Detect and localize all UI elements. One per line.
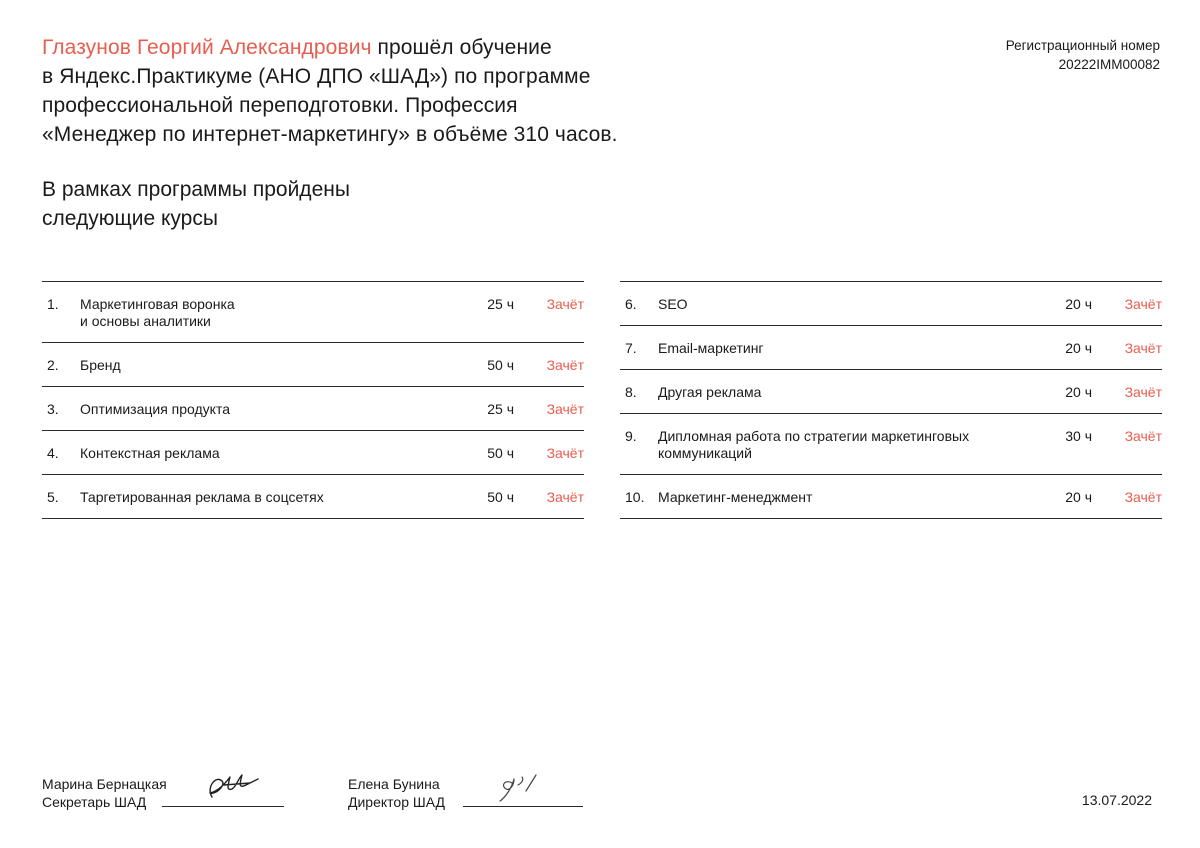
courses-heading-line-1: В рамках программы пройдены	[42, 178, 350, 201]
course-hours: 20 ч	[1065, 489, 1092, 505]
course-row	[42, 431, 584, 475]
signature-line	[162, 806, 284, 807]
registration-number: 20222IMM00082	[1058, 57, 1160, 72]
course-row	[42, 343, 584, 387]
course-hours: 50 ч	[487, 357, 514, 373]
course-row	[620, 282, 1162, 326]
course-number: 3.	[47, 401, 59, 417]
course-grade: Зачёт	[1124, 384, 1162, 400]
course-row	[620, 326, 1162, 370]
signature-line	[463, 806, 583, 807]
course-row	[620, 414, 1162, 475]
courses-heading-line-2: следующие курсы	[42, 207, 218, 230]
course-number: 5.	[47, 489, 59, 505]
course-title: Другая реклама	[658, 384, 762, 400]
signatory-role: Секретарь ШАД	[42, 794, 147, 810]
statement-line-1	[42, 33, 762, 62]
course-row	[620, 370, 1162, 414]
issue-date: 13.07.2022	[1081, 792, 1152, 808]
course-number: 10.	[625, 489, 645, 505]
course-grade: Зачёт	[546, 445, 584, 461]
statement-line-1-rest: прошёл обучение	[371, 36, 552, 59]
course-grade: Зачёт	[546, 357, 584, 373]
course-row	[42, 387, 584, 431]
course-grade: Зачёт	[546, 401, 584, 417]
graduate-name: Глазунов Георгий Александрович	[42, 36, 372, 59]
courses-table-right	[620, 281, 1162, 519]
statement-line-4: «Менеджер по интернет-маркетингу» в объёме 310 часов.	[42, 123, 618, 146]
course-row	[42, 282, 584, 343]
course-number: 4.	[47, 445, 59, 461]
course-number: 2.	[47, 357, 59, 373]
statement-line-2: в Яндекс.Практикуме (АНО ДПО «ШАД») по программе	[42, 65, 591, 88]
course-title-line-1: Маркетинговая воронка	[80, 296, 235, 312]
course-title: SEO	[658, 296, 688, 312]
course-hours: 20 ч	[1065, 384, 1092, 400]
course-title: Маркетинг-менеджмент	[658, 489, 813, 505]
course-grade: Зачёт	[1124, 428, 1162, 444]
signatory-secretary	[42, 775, 287, 811]
course-grade: Зачёт	[1124, 340, 1162, 356]
course-hours: 25 ч	[487, 296, 514, 312]
course-hours: 50 ч	[487, 489, 514, 505]
course-number: 9.	[625, 428, 637, 444]
course-title-line-2: коммуникаций	[658, 445, 752, 461]
courses-table-left	[42, 281, 584, 519]
registration-label: Регистрационный номер	[1005, 38, 1160, 53]
course-title: Email-маркетинг	[658, 340, 764, 356]
signature-handwritten-2	[496, 771, 544, 805]
course-hours: 20 ч	[1065, 296, 1092, 312]
course-title: Таргетированная реклама в соцсетях	[80, 489, 324, 505]
registration-number-block	[1006, 36, 1160, 74]
course-grade: Зачёт	[1124, 489, 1162, 505]
signatory-role: Директор ШАД	[348, 794, 445, 810]
course-title	[80, 296, 454, 330]
certificate-statement	[42, 33, 762, 149]
signatory-director	[348, 775, 588, 811]
course-number: 1.	[47, 296, 59, 312]
course-row	[42, 475, 584, 519]
course-hours: 25 ч	[487, 401, 514, 417]
course-hours: 20 ч	[1065, 340, 1092, 356]
course-grade: Зачёт	[1124, 296, 1162, 312]
signatory-name: Елена Бунина	[348, 776, 440, 792]
course-title: Оптимизация продукта	[80, 401, 231, 417]
course-grade: Зачёт	[546, 296, 584, 312]
course-grade: Зачёт	[546, 489, 584, 505]
course-title: Контекстная реклама	[80, 445, 220, 461]
course-number: 8.	[625, 384, 637, 400]
courses-heading	[42, 175, 542, 233]
signatory-name: Марина Бернацкая	[42, 776, 167, 792]
statement-line-3: профессиональной переподготовки. Профессия	[42, 94, 518, 117]
course-title	[658, 428, 1032, 462]
course-title: Бренд	[80, 357, 121, 373]
course-hours: 30 ч	[1065, 428, 1092, 444]
signature-handwritten-1	[202, 767, 262, 803]
course-title-line-2: и основы аналитики	[80, 313, 211, 329]
course-title-line-1: Дипломная работа по стратегии маркетинговых	[658, 428, 970, 444]
course-number: 7.	[625, 340, 637, 356]
course-hours: 50 ч	[487, 445, 514, 461]
course-number: 6.	[625, 296, 637, 312]
course-row	[620, 475, 1162, 519]
